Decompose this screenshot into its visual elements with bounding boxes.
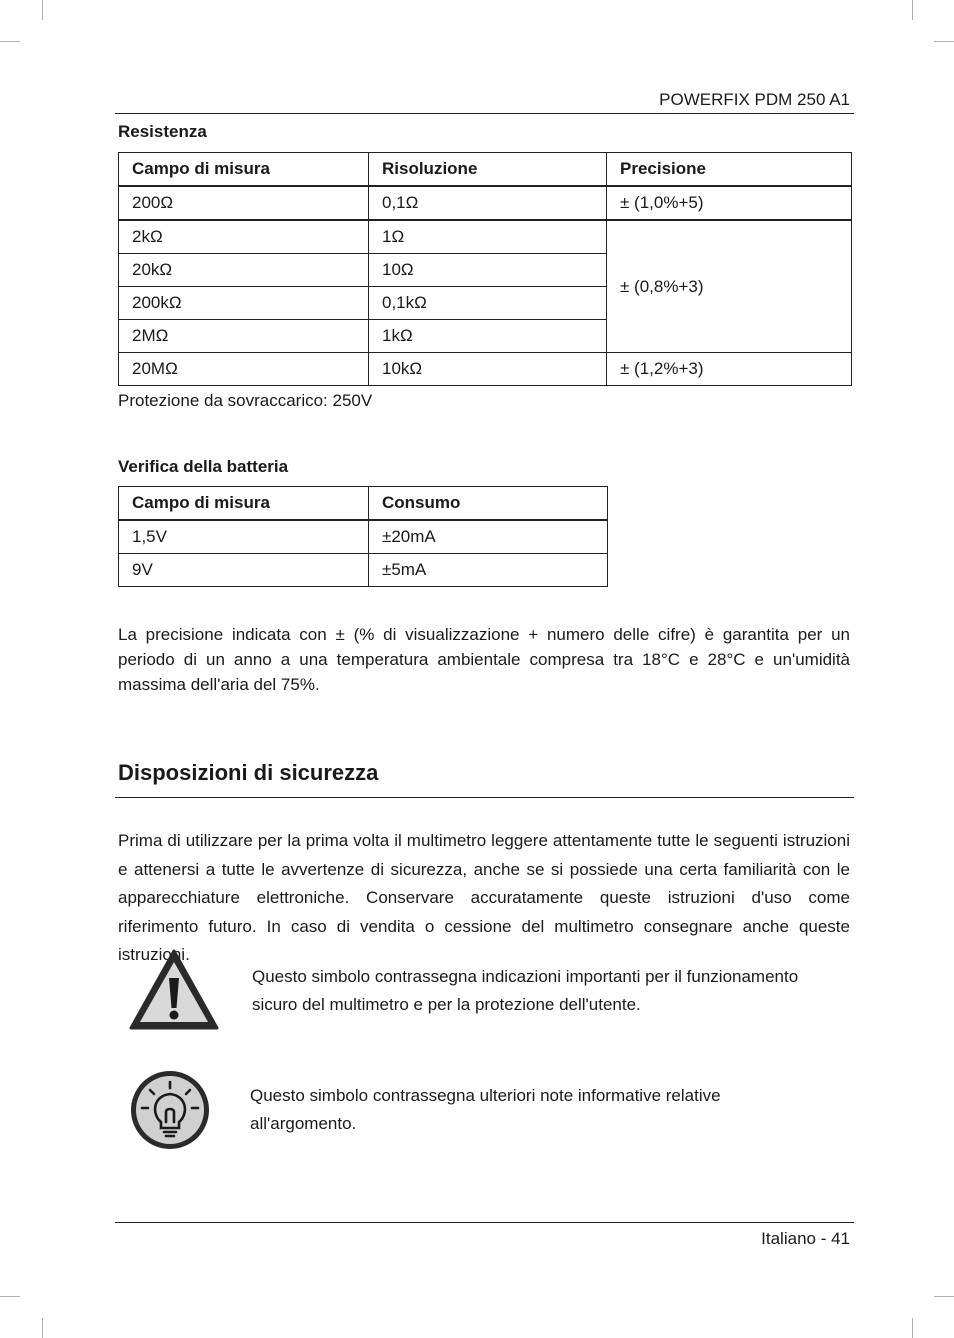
warning-triangle-icon	[128, 948, 220, 1032]
table-header-row	[119, 153, 852, 187]
warning-note: Questo simbolo contrassegna indicazioni importanti per il funzionamento sicuro del multimetro e per la protezione dell'utente.	[252, 967, 799, 1014]
range-cell: 200kΩ	[119, 287, 369, 320]
overload-note: Protezione da sovraccarico: 250V	[118, 391, 373, 410]
range-cell: 9V	[119, 554, 369, 587]
table-row	[119, 520, 608, 554]
safety-intro-paragraph: Prima di utilizzare per la prima volta il multimetro leggere attentamente tutte le seguenti istruzioni e attenersi a tutte le avvertenze di sicurezza, anche se si possiede una certa familiarità con le apparecchiature elettroniche. Conservare accuratamente queste istruzioni d'uso come riferimento futuro. In caso di vendita o cessione del multimetro consegnare anche queste istruzioni.	[118, 831, 850, 964]
range-cell: 20MΩ	[119, 353, 369, 386]
table-row	[119, 186, 852, 220]
resolution-cell: 0,1kΩ	[369, 287, 607, 320]
crop-mark	[42, 1318, 43, 1338]
info-note: Questo simbolo contrassegna ulteriori note informative relative all'argomento.	[250, 1086, 721, 1133]
crop-mark	[0, 1296, 20, 1297]
battery-heading: Verifica della batteria	[118, 457, 289, 476]
accuracy-cell: ± (1,0%+5)	[607, 186, 852, 220]
accuracy-cell: ± (1,2%+3)	[607, 353, 852, 386]
consumption-cell: ±5mA	[369, 554, 608, 587]
table-row	[119, 554, 608, 587]
crop-mark	[934, 41, 954, 42]
resolution-cell: 10Ω	[369, 254, 607, 287]
resistance-heading: Resistenza	[118, 122, 207, 141]
page-number: Italiano - 41	[761, 1229, 850, 1248]
header-title: POWERFIX PDM 250 A1	[659, 90, 850, 109]
accuracy-paragraph: La precisione indicata con ± (% di visualizzazione + numero delle cifre) è garantita per un periodo di un anno a una temperatura ambientale compresa tra 18°C e 28°C e un'umidità massima dell'aria del 75%.	[118, 625, 850, 694]
resolution-cell: 10kΩ	[369, 353, 607, 386]
footer-rule	[115, 1222, 854, 1223]
column-header: Precisione	[607, 153, 852, 187]
range-cell: 2MΩ	[119, 320, 369, 353]
range-cell: 2kΩ	[119, 220, 369, 254]
range-cell: 20kΩ	[119, 254, 369, 287]
crop-mark	[42, 0, 43, 20]
crop-mark	[912, 1318, 913, 1338]
range-cell: 1,5V	[119, 520, 369, 554]
section-rule	[115, 797, 854, 798]
column-header: Campo di misura	[119, 153, 369, 187]
table-row	[119, 220, 852, 254]
column-header: Consumo	[369, 487, 608, 521]
crop-mark	[912, 0, 913, 20]
range-cell: 200Ω	[119, 186, 369, 220]
resolution-cell: 1Ω	[369, 220, 607, 254]
crop-mark	[0, 41, 20, 42]
table-header-row	[119, 487, 608, 521]
resolution-cell: 0,1Ω	[369, 186, 607, 220]
resolution-cell: 1kΩ	[369, 320, 607, 353]
column-header: Campo di misura	[119, 487, 369, 521]
section-title: Disposizioni di sicurezza	[118, 760, 379, 785]
accuracy-cell: ± (0,8%+3)	[607, 220, 852, 353]
column-header: Risoluzione	[369, 153, 607, 187]
resistance-table	[118, 152, 852, 386]
table-row	[119, 353, 852, 386]
lightbulb-icon	[128, 1068, 212, 1152]
battery-table	[118, 486, 608, 587]
consumption-cell: ±20mA	[369, 520, 608, 554]
header-rule	[115, 113, 854, 114]
crop-mark	[934, 1296, 954, 1297]
